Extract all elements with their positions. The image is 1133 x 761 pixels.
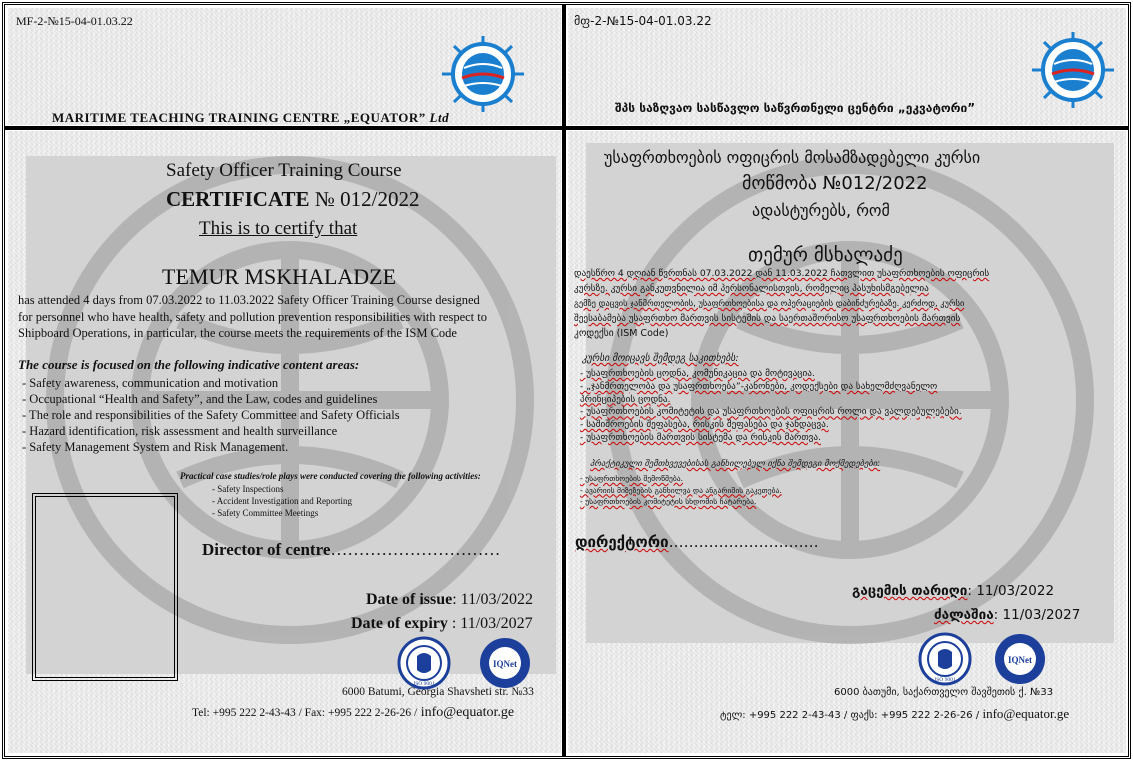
left-phone-fax: Tel: +995 222 2-43-43 / Fax: +995 222 2-26-26 /: [192, 707, 418, 719]
left-practical-list: [212, 483, 352, 519]
iso-badge-text: ISO 9001: [934, 677, 956, 683]
left-contacts: [192, 703, 514, 721]
right-director-label: დირექტორი: [575, 533, 669, 551]
right-expiry-value: : 11/03/2027: [993, 607, 1081, 623]
left-address: 6000 Batumi, Georgia Shavsheti str. №33: [342, 686, 534, 698]
right-expiry-date: [934, 607, 1080, 623]
right-contacts: [720, 703, 1069, 722]
left-focus-item: - Hazard identification, risk assessment and health surveillance: [22, 424, 338, 438]
left-expiry-date: [351, 615, 533, 633]
right-focus-item: პრინციპების ცოდნა.: [580, 393, 671, 405]
left-description-3: Shipboard Operations, in particular, the course meets the requirements of the ISM Code: [18, 326, 457, 340]
left-focus-item: - Safety Management System and Risk Management.: [22, 440, 289, 454]
right-course-title: უსაფრთხოების ოფიცრის მოსამზადებელი კურსი: [604, 148, 981, 167]
right-expiry-label: ძალაშია: [934, 607, 994, 623]
right-description-2: კურსზე. კურსი განკუთვნილია იმ პერსონალისთვის, რომელიც პასუხისმგებელია: [574, 283, 929, 294]
right-email[interactable]: info@equator.ge: [979, 706, 1070, 721]
left-description-2: for personnel who have health, safety and pollution prevention responsibilities with respect to: [18, 310, 487, 324]
iqnet-badge-text: IQNet: [493, 659, 517, 669]
left-form-code: MF-2-№15-04-01.03.22: [16, 14, 133, 28]
right-issue-label: გაცემის თარიღი: [852, 583, 968, 599]
left-practical-item: - Accident Investigation and Reporting: [212, 496, 352, 506]
iso-9001-badge-left: [397, 636, 451, 690]
right-issue-date: [852, 583, 1054, 599]
left-expiry-label: Date of expiry: [351, 615, 448, 632]
right-practical-item: - უსაფრთხოების კომიტეტის სხდომის ჩატარება.: [580, 497, 757, 506]
right-focus-item: - უსაფრთხოების კომიტეტის და უსაფრთხოების ოფიცრის როლი და ვალდებულებები.: [580, 406, 962, 418]
right-focus-item: - უსაფრთხოების მართვის სისტემა და რისკის მართვა.: [580, 431, 821, 443]
left-practical-item: - Safety Inspections: [212, 484, 284, 494]
right-focus-list: [580, 368, 962, 445]
right-form-code: მფ-2-№15-04-01.03.22: [574, 14, 712, 28]
equator-logo-right: [1030, 30, 1116, 110]
right-focus-item: - საშიშროების შეფასება, რისკის შეფასება და ჯანდაცვა.: [580, 419, 829, 431]
iso-9001-badge-right: [918, 632, 972, 686]
right-description-4: შეესაბამება უსაფრთხო მართვის სისტემის და საერთაშორისო უსაფრთხოების მართვის: [574, 313, 961, 324]
photo-placeholder: [32, 493, 178, 681]
right-director-dots: …………………………: [668, 533, 819, 551]
right-focus-item: - უსაფრთხოების ცოდნა, კომუნიკაცია და მოტივაცია.: [580, 368, 815, 379]
left-certificate-number: № 012/2022: [309, 187, 420, 211]
left-company-name: [52, 110, 449, 126]
iso-badge-text: ISO 9001: [413, 681, 435, 687]
left-director-dots: …………………………: [330, 540, 501, 559]
right-practical-item: - უსაფრთხოების შემოწმება.: [580, 474, 684, 483]
left-director-line: [202, 540, 500, 560]
horizontal-divider: [4, 126, 1129, 130]
left-certify-line: This is to certify that: [199, 218, 358, 239]
right-director-line: [575, 533, 819, 551]
right-holder-name: თემურ მსხალაძე: [748, 244, 903, 266]
iqnet-badge-text: IQNet: [1008, 655, 1032, 665]
right-focus-heading: კურსი მოიცავს შემდეგ საკითხებს:: [582, 353, 739, 364]
left-director-label: Director of centre: [202, 540, 331, 559]
left-issue-date: [366, 591, 533, 609]
right-description-1: დაესწრო 4 დღიან წვრთნას 07.03.2022 დან 11.03.2022 ჩათვლით უსაფრთხოების ოფიცრის: [574, 268, 990, 279]
right-description-3: გემზე დაცვის ჯანმრთელობის, უსაფრთხოებისა და ოპერაციების დაბინძურებაზე. კერძოდ, კურსი: [574, 298, 965, 308]
left-course-title: Safety Officer Training Course: [166, 160, 402, 181]
left-focus-heading: The course is focused on the following indicative content areas:: [18, 357, 360, 372]
left-focus-item: - The role and responsibilities of the Safety Committee and Safety Officials: [22, 408, 400, 422]
left-focus-list: [22, 375, 400, 455]
iqnet-badge-right: [993, 632, 1047, 686]
right-focus-item: - „ჯანმრთელობა და უსაფრთხოება”-კანონები, კოდექსები და სახელმძღვანელო: [580, 380, 938, 392]
right-company-name: შპს საზღვაო სასწავლო საწვრთნელი ცენტრი „ეკვატორი”: [615, 101, 976, 115]
right-phone-fax: ტელ: +995 222 2-43-43 / ფაქს: +995 222 2-26-26 /: [720, 710, 980, 721]
left-issue-value: : 11/03/2022: [452, 591, 533, 608]
left-certificate-label: CERTIFICATE: [166, 187, 310, 211]
left-certificate-heading: [166, 187, 419, 212]
left-expiry-value: : 11/03/2027: [447, 615, 533, 632]
right-issue-value: : 11/03/2022: [967, 583, 1055, 599]
right-description-5: კოდექსი (ISM Code): [574, 328, 669, 339]
right-certify-line: ადასტურებს, რომ: [752, 201, 890, 220]
left-practical-heading: Practical case studies/role plays were conducted covering the following activities:: [180, 471, 481, 481]
left-company-suffix: Ltd: [429, 110, 450, 125]
right-practical-heading: პრაქტიკული შემთხვევებისას განხილებულ იქნა შემდეგი მოქმედებები:: [590, 459, 881, 469]
vertical-divider: [562, 4, 566, 757]
left-company-name-text: MARITIME TEACHING TRAINING CENTRE „EQUATOR”: [52, 110, 426, 125]
left-description-1: has attended 4 days from 07.03.2022 to 11.03.2022 Safety Officer Training Course designed: [18, 293, 480, 307]
right-address: 6000 ბათუმი, საქართველო შავშეთის ქ. №33: [834, 687, 1054, 698]
left-email[interactable]: info@equator.ge: [417, 705, 515, 720]
left-focus-item: - Occupational “Health and Safety”, and the Law, codes and guidelines: [22, 392, 378, 406]
iqnet-badge-left: [478, 636, 532, 690]
equator-logo-left: [440, 34, 526, 114]
left-holder-name: TEMUR MSKHALADZE: [162, 264, 397, 289]
left-practical-item: - Safety Committee Meetings: [212, 508, 319, 518]
left-focus-item: - Safety awareness, communication and motivation: [22, 376, 279, 390]
right-certificate-title: მოწმობა №012/2022: [742, 173, 928, 194]
right-practical-list: [580, 473, 782, 508]
right-practical-item: - ავარიის მიზეზების განხილვა და ანგარიშის გაკეთება.: [580, 485, 782, 495]
left-issue-label: Date of issue: [366, 591, 453, 608]
